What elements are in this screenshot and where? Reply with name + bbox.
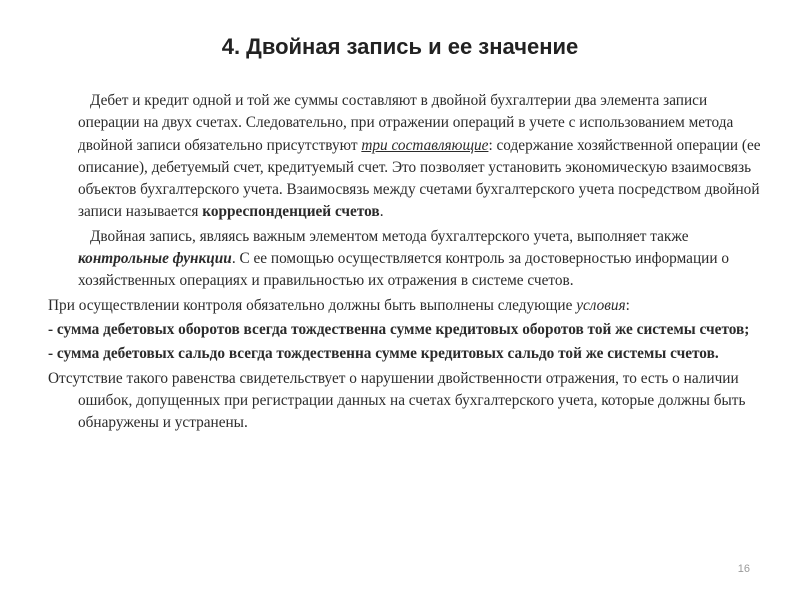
paragraph-control-functions — [48, 226, 768, 293]
slide-body — [48, 90, 768, 436]
conditions-term: условия — [576, 296, 626, 314]
control-functions-term: контрольные функции — [78, 250, 232, 268]
page-number: 16 — [737, 563, 750, 575]
paragraph-text: : содержание хозяйственной операции (ее описание), дебетуемый счет, кредитуемый счет. Это позволяет установить экономическую взаимосвязь объектов бухгалтерского учета. Взаимосвязь между счетами бухгалтерского учета посредством двойной записи называется — [78, 136, 761, 221]
three-components-term: три составляющие — [361, 136, 489, 154]
paragraph-errors: Отсутствие такого равенства свидетельствует о нарушении двойственности отражения, то есть о наличии ошибок, допущенных при регистрации данных на счетах бухгалтерского учета, которые должны быть обнаружены и устранены. — [48, 369, 746, 432]
paragraph-double-entry — [48, 90, 768, 224]
paragraph-end: . — [379, 203, 384, 221]
slide-title: 4. Двойная запись и ее значение — [221, 34, 579, 59]
paragraph-text: При осуществлении контроля обязательно должны быть выполнены следующие — [48, 296, 577, 314]
paragraph-text: . С ее помощью осуществляется контроль за достоверностью информации о хозяйственных операциях и правильностью их отражения в системе счетов. — [78, 250, 729, 290]
condition-balance: - сумма дебетовых сальдо всегда тождественна сумме кредитовых сальдо той же системы счетов. — [48, 345, 719, 363]
paragraph-text: Двойная запись, являясь важным элементом метода бухгалтерского учета, выполняет также — [90, 227, 689, 245]
paragraph-text: Дебет и кредит одной и той же суммы составляют в двойной бухгалтерии два элемента записи операции на двух счетах. Следовательно, при отражении операций в учете с использованием метода двойной записи обязательно присутствуют — [78, 92, 734, 154]
paragraph-conditions — [48, 295, 768, 317]
paragraph-end: : — [625, 296, 630, 314]
account-correspondence-term: корреспонденцией счетов — [202, 203, 380, 221]
condition-turnover: - сумма дебетовых оборотов всегда тождественна сумме кредитовых оборотов той же системы счетов; — [48, 320, 750, 338]
